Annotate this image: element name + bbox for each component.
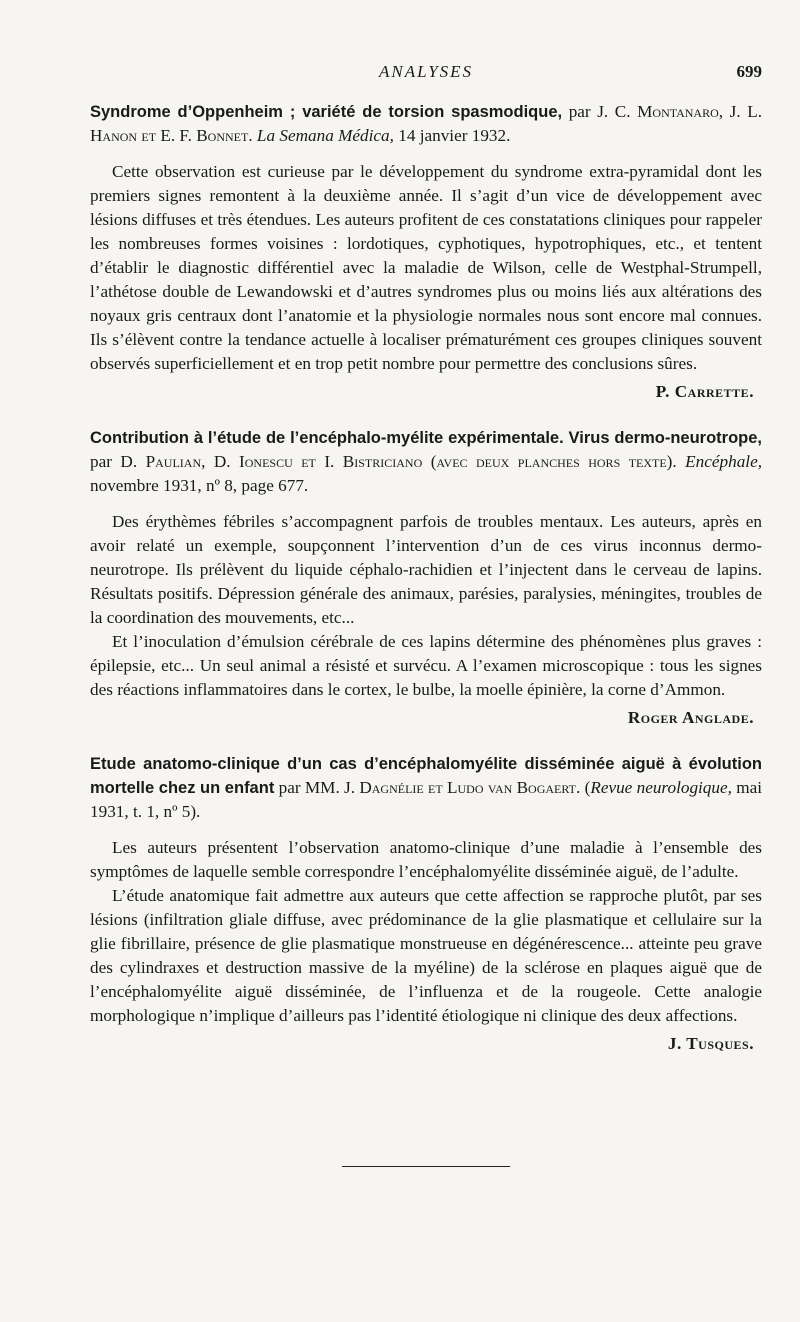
article-title: Etude anatomo-clinique d’un cas d’encéphalomyélite disséminée aiguë à évolution mortelle chez un enfant — [90, 755, 762, 797]
signature-name: P. Carrette. — [655, 382, 754, 401]
article-journal: Encéphale, — [685, 452, 762, 471]
article-authors: MM. J. Dagnélie et Ludo van Bogaert. ( — [304, 778, 591, 797]
page-content — [90, 100, 762, 1056]
page-header — [90, 62, 762, 86]
article-title: Contribution à l’étude de l’encéphalo-myélite expérimentale. Virus dermo-neurotrope, — [90, 429, 762, 447]
article-citation — [90, 100, 762, 148]
article-by: par — [568, 102, 591, 121]
article-date: 14 janvier 1932. — [398, 126, 511, 145]
article-paragraph: Cette observation est curieuse par le développement du syndrome extra-pyramidal dont les premiers signes remontent à la deuxième année. Il s’agit d’un vice de développement avec lésions diffuses et très étendues. Les auteurs profitent de ces constatations cliniques pour rappeler les nombreuses formes voisines : lordotiques, cyphotiques, hypotrophiques, etc., et tentent d’établir le diagnostic différentiel avec la maladie de Wilson, celle de Westphal-Strumpell, l’athétose double de Lewandowski et d’autres syndromes plus ou moins liés aux altérations des noyaux gris centraux dont l’anatomie et la physiologie normales nous sont encore mal connues. Ils s’élèvent contre la tendance actuelle à localiser prématurément ces groupes cliniques souvent observés superficiellement et en trop petit nombre pour permettre des conclusions sûres. — [90, 162, 762, 373]
article-journal: Revue neurologique, — [590, 778, 732, 797]
article-citation — [90, 426, 762, 498]
article-by: par — [278, 778, 301, 797]
article-title: Syndrome d’Oppenheim ; variété de torsion spasmodique, — [90, 103, 563, 121]
article-authors: D. Paulian, D. Ionescu et I. Bistriciano (avec deux planches hors texte). — [120, 452, 677, 471]
article-paragraph: Et l’inoculation d’émulsion cérébrale de ces lapins détermine des phénomènes plus graves : épilepsie, etc... Un seul animal a résisté et survécu. A l’examen microscopique : tous les signes des réactions inflammatoires dans le cortex, le bulbe, la moelle épinière, la corne d’Ammon. — [90, 632, 762, 699]
page-number: 699 — [736, 62, 762, 81]
article-citation — [90, 752, 762, 824]
article-authors: J. C. Montanaro, J. L. Hanon et E. F. Bonnet. — [90, 102, 762, 145]
signature-name: Roger Anglade. — [627, 708, 754, 727]
article-by: par — [90, 452, 112, 471]
running-title: ANALYSES — [378, 62, 474, 81]
article-anatomo-clinique — [90, 752, 762, 1056]
article-paragraph: L’étude anatomique fait admettre aux auteurs que cette affection se rapproche plutôt, par ses lésions (infiltration gliale diffuse, avec prédominance de la glie plasmatique et cellulaire sur la glie fibrillaire, présence de glie plasmatique monstrueuse en dégénérescence... atteinte peu grave des cylindraxes et destruction massive de la myéline) de la sclérose en plaques aiguë que de l’encéphalomyélite aiguë disséminée, de l’influenza et de la rougeole. Cette analogie morphologique n’implique d’ailleurs pas l’identité étiologique ni clinique des deux affections. — [90, 886, 762, 1025]
article-signature — [90, 1032, 754, 1056]
article-date: novembre 1931, nº 8, page 677. — [90, 476, 309, 495]
article-signature — [90, 706, 754, 730]
article-date: mai 1931, t. 1, nº 5). — [90, 778, 763, 821]
article-oppenheim — [90, 100, 762, 404]
article-signature — [90, 380, 754, 404]
article-paragraph: Les auteurs présentent l’observation anatomo-clinique d’une maladie à l’ensemble des symptômes de laquelle semble correspondre l’encéphalomyélite disséminée aiguë, de l’adulte. — [90, 838, 762, 881]
article-paragraph: Des érythèmes fébriles s’accompagnent parfois de troubles mentaux. Les auteurs, après en avoir relaté un exemple, soupçonnent l’intervention d’un de ces virus inconnus dermo-neurotrope. Ils prélèvent du liquide céphalo-rachidien et l’injectent dans le cerveau de lapins. Résultats positifs. Dépression générale des animaux, parésies, paralysies, méningites, troubles de la coordination des mouvements, etc... — [90, 512, 762, 627]
end-rule — [342, 1166, 510, 1167]
article-journal: La Semana Médica, — [256, 126, 394, 145]
signature-name: J. Tusques. — [667, 1034, 754, 1053]
article-encephalo-myelite — [90, 426, 762, 730]
